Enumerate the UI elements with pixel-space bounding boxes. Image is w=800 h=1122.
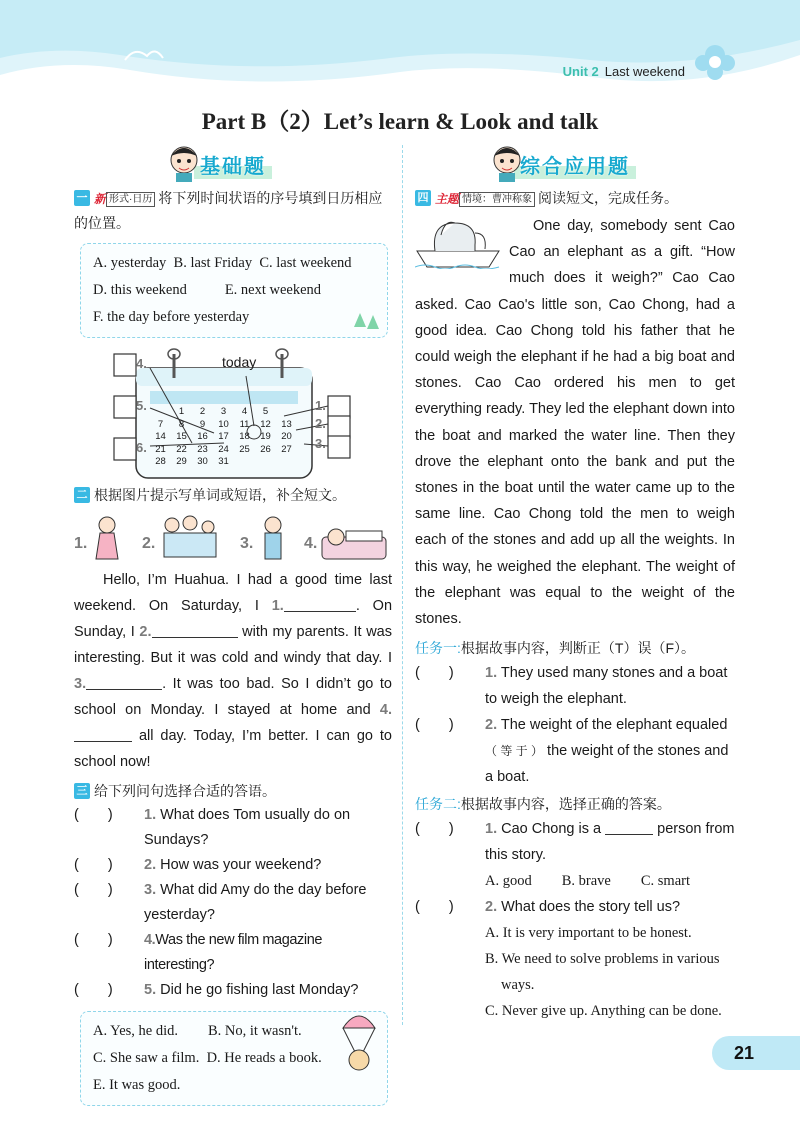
q2-passage: Hello, I’m Huahua. I had a good time last weekend. On Saturday, I 1. . On Sunday, I 2. with my parents. It was interesting. But it was cold and windy that day. I 3. . It was too bad. So I didn’t go to school on Monday. I stayed at home and 4. all day. Today, I’m better. I can go to school now!: [74, 572, 393, 770]
left-column: [74, 140, 392, 1112]
calendar-day: 26: [260, 443, 271, 455]
calendar-week: [150, 406, 298, 419]
answer-paren[interactable]: ( ): [74, 882, 113, 898]
label-5: 5.: [136, 398, 147, 413]
task2-q2-options: A. It is very important to be honest. B. We need to solve problems in various ways. C. Never give up. Anything can be done.: [485, 925, 722, 1020]
calendar-day: 10: [218, 418, 229, 430]
task2-q1-options: A. good B. brave C. smart: [485, 873, 690, 890]
girl-singing-picture: [92, 515, 122, 561]
calendar-day: [234, 456, 255, 469]
calendar-day: 14: [155, 431, 166, 442]
page-title: Part B（2）Let’s learn & Look and talk: [201, 109, 599, 134]
q1-options-box: [80, 243, 388, 338]
sleeping-girl-picture: [320, 517, 388, 561]
blank-1[interactable]: [284, 597, 356, 612]
answer-b: B. No, it wasn't.: [208, 1023, 302, 1039]
answer-a: A. Yes, he did.: [93, 1023, 178, 1039]
calendar-day: 21: [155, 443, 166, 455]
calendar-day: 17: [218, 431, 229, 442]
answer-paren[interactable]: ( ): [415, 717, 454, 734]
list-item: ( ) 1. Cao Chong is a person from this story.: [415, 816, 735, 868]
q1-instruction: 一 新 形式·日历 将下列时间状语的序号填到日历相应的位置。: [74, 190, 383, 231]
blank-2[interactable]: [152, 623, 238, 638]
calendar-day: 9: [199, 418, 206, 430]
tree-icon: [353, 311, 381, 333]
calendar-day: 23: [197, 443, 208, 455]
list-item: ( ) 2. What does the story tell us?: [415, 894, 735, 920]
list-item: ( ) 1. What does Tom usually do on Sundays?: [74, 803, 392, 853]
calendar-day: 4: [241, 406, 248, 417]
answer-paren[interactable]: ( ): [74, 932, 113, 948]
task1-header: 任务一:根据故事内容，判断正（T）误（F）。: [415, 640, 695, 657]
calendar-week: [150, 456, 298, 469]
calendar-day: 28: [155, 456, 166, 467]
q3-questions: [74, 803, 392, 1003]
parachute-dog-icon: [339, 1008, 379, 1080]
calendar-day: 24: [218, 443, 229, 455]
list-item: ( ) 2. How was your weekend?: [74, 853, 392, 878]
calendar-grid: [150, 406, 298, 469]
story-passage: One day, somebody sent Cao Cao an elephant as a gift. “How much does it weigh?” Cao Cao asked. Cao Cao's little son, Cao Chong, had a good idea. Cao Chong told his father that he could weigh the elephant if he had a big boat and stones. Cao Cao ordered his men to get everything ready. They led the elephant down into the boat and marked the water line. Then they drove the elephant onto the bank and put the stones in the boat until the water came up to the same line. Cao Chong told the men to weigh each of the stones and add up all the weights. In this way, he weighed the elephant. The weight of the elephant was equal to the weight of the stones.: [415, 213, 735, 632]
label-2: 2.: [315, 416, 326, 431]
cold-girl-picture: [258, 515, 288, 561]
calendar-figure: [74, 346, 392, 481]
calendar-day: 25: [239, 443, 250, 455]
calendar-day: 30: [197, 456, 208, 467]
right-column: [415, 140, 735, 1024]
task2-header: 任务二:根据故事内容，选择正确的答案。: [415, 796, 671, 813]
answer-paren[interactable]: ( ): [415, 899, 454, 916]
q2-instruction: 二 根据图片提示写单词或短语，补全短文。: [74, 483, 392, 507]
blank-person[interactable]: [605, 820, 653, 835]
option-b: B. last Friday: [173, 255, 253, 271]
calendar-day: [255, 456, 276, 469]
answer-paren[interactable]: ( ): [74, 982, 113, 998]
list-item: ( ) 3. What did Amy do the day before yesterday?: [74, 878, 392, 928]
calendar-day: 29: [176, 456, 187, 467]
calendar-day: 31: [218, 456, 229, 467]
calendar-day: 7: [157, 418, 164, 430]
calendar-day: 1: [178, 406, 185, 417]
option-a: A. yesterday: [93, 255, 167, 271]
page-number: 21: [712, 1036, 800, 1070]
header-wave-decoration: [0, 0, 800, 100]
calendar-day: [276, 406, 297, 419]
q2-pictures: 1. 2. 3. 4.: [74, 513, 392, 565]
calendar-day: [276, 456, 297, 469]
calendar-day: 5: [262, 406, 269, 417]
calendar-day: 11: [239, 418, 250, 430]
blank-3[interactable]: [86, 675, 162, 690]
list-item: ( ) 2. The weight of the elephant equaled （ 等 于 ） the weight of the stones and a boat.: [415, 712, 735, 790]
calendar-day: 13: [281, 418, 292, 430]
answer-paren[interactable]: ( ): [415, 821, 454, 838]
option-e: E. next weekend: [224, 282, 322, 298]
today-label: today: [222, 354, 257, 370]
list-item: ( ) 4.Was the new film magazine interesting?: [74, 928, 392, 978]
option-c: C. last weekend: [259, 255, 352, 271]
elephant-boat-picture: [415, 215, 501, 269]
answer-paren[interactable]: ( ): [415, 665, 454, 682]
answer-e: E. It was good.: [93, 1077, 181, 1093]
q3-instruction: 三 给下列问句选择合适的答语。: [74, 779, 392, 803]
calendar-day: 19: [260, 431, 271, 442]
calendar-day: 2: [199, 406, 206, 417]
list-item: ( ) 5. Did he go fishing last Monday?: [74, 978, 392, 1003]
calendar-day: 22: [176, 443, 187, 455]
blank-4[interactable]: [74, 727, 132, 742]
label-6: 6.: [136, 440, 147, 455]
calendar-day: 12: [260, 418, 271, 430]
calendar-day: 27: [281, 443, 292, 455]
calendar-day: 3: [220, 406, 227, 417]
column-divider: [402, 145, 403, 1025]
q3-answers-box: [80, 1011, 388, 1106]
answer-paren[interactable]: ( ): [74, 807, 113, 823]
answer-d: D. He reads a book.: [206, 1050, 322, 1066]
answer-paren[interactable]: ( ): [74, 857, 113, 873]
label-4: 4.: [136, 356, 147, 371]
calendar-day: 20: [281, 431, 292, 442]
section-title: 基础题: [194, 150, 272, 179]
calendar-day: [150, 406, 171, 419]
unit-label: Unit 2 Last weekend: [562, 64, 685, 79]
boy-mascot-icon: [489, 144, 525, 182]
section-title: 综合应用题: [514, 150, 636, 179]
q1-badge: 一: [74, 190, 90, 206]
calendar-day: 18: [239, 431, 250, 442]
calendar-week: [150, 444, 298, 457]
answer-c: C. She saw a film.: [93, 1050, 200, 1066]
option-d: D. this weekend: [93, 282, 187, 298]
calendar-week: [150, 431, 298, 444]
list-item: ( ) 1. They used many stones and a boat to weigh the elephant.: [415, 660, 735, 712]
calendar-day: 16: [197, 431, 208, 442]
label-3: 3.: [315, 436, 326, 451]
section-header-basic: [74, 140, 392, 186]
boy-mascot-icon: [166, 144, 202, 182]
family-picture: [158, 513, 222, 561]
q4-instruction: 四 主题 情境：曹冲称象 阅读短文，完成任务。: [415, 186, 735, 211]
calendar-week: [150, 419, 298, 432]
section-header-applied: [415, 140, 735, 186]
calendar-day: 8: [178, 418, 185, 430]
calendar-day: 15: [176, 431, 187, 442]
option-f: F. the day before yesterday: [93, 309, 250, 325]
label-1: 1.: [315, 398, 326, 413]
